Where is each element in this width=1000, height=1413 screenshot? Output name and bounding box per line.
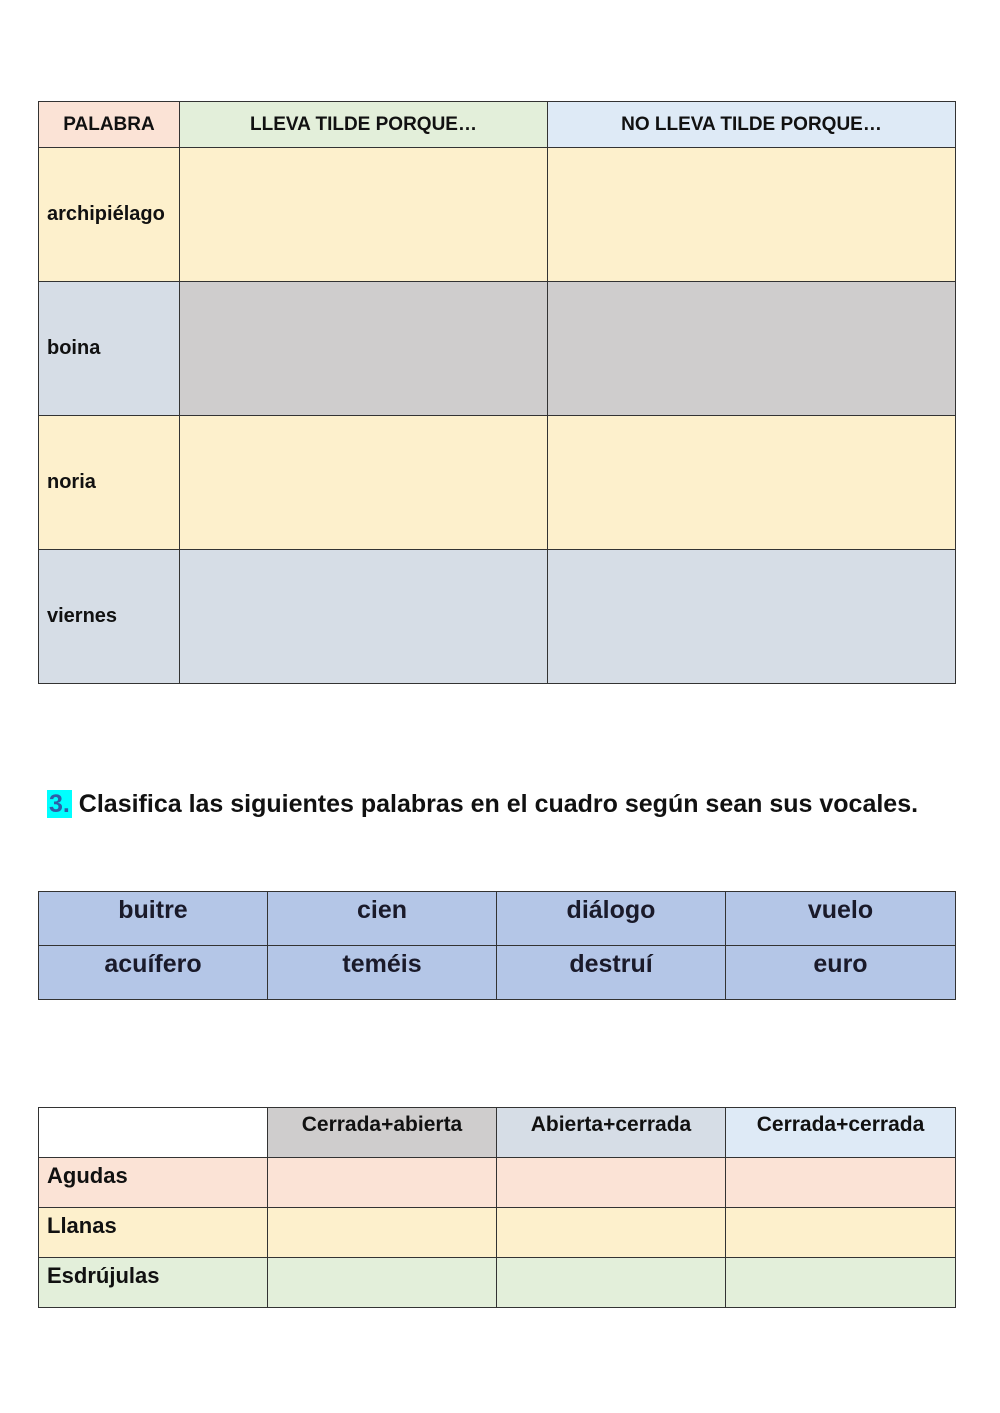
header-cerrada-abierta: Cerrada+abierta	[268, 1108, 497, 1158]
corner-cell	[39, 1108, 268, 1158]
classification-table	[38, 1107, 956, 1308]
no-lleva-tilde-cell[interactable]	[548, 282, 956, 416]
table-row	[39, 282, 956, 416]
header-abierta-cerrada: Abierta+cerrada	[497, 1108, 726, 1158]
word-bank-item[interactable]: diálogo	[497, 892, 726, 946]
row-label-agudas: Agudas	[39, 1158, 268, 1208]
tilde-table	[38, 101, 956, 684]
word-bank-item[interactable]: cien	[268, 892, 497, 946]
word-bank-item[interactable]: teméis	[268, 946, 497, 1000]
lleva-tilde-cell[interactable]	[180, 550, 548, 684]
drop-cell[interactable]	[497, 1258, 726, 1308]
word-cell: boina	[39, 282, 180, 416]
drop-cell[interactable]	[497, 1208, 726, 1258]
word-bank-row	[39, 946, 956, 1000]
word-cell: noria	[39, 416, 180, 550]
instruction-heading	[47, 786, 918, 822]
tilde-table-header-row	[39, 102, 956, 148]
lleva-tilde-cell[interactable]	[180, 416, 548, 550]
header-palabra: PALABRA	[39, 102, 180, 148]
instruction-text: Clasifica las siguientes palabras en el cuadro según sean sus vocales.	[71, 790, 919, 818]
drop-cell[interactable]	[268, 1208, 497, 1258]
word-bank-item[interactable]: euro	[726, 946, 956, 1000]
word-bank-row	[39, 892, 956, 946]
drop-cell[interactable]	[726, 1208, 956, 1258]
drop-cell[interactable]	[726, 1158, 956, 1208]
drop-cell[interactable]	[497, 1158, 726, 1208]
word-bank-item[interactable]: vuelo	[726, 892, 956, 946]
classification-header-row	[39, 1108, 956, 1158]
lleva-tilde-cell[interactable]	[180, 148, 548, 282]
word-bank-table	[38, 891, 956, 1000]
word-bank-item[interactable]: acuífero	[39, 946, 268, 1000]
word-cell: viernes	[39, 550, 180, 684]
word-cell: archipiélago	[39, 148, 180, 282]
header-cerrada-cerrada: Cerrada+cerrada	[726, 1108, 956, 1158]
drop-cell[interactable]	[726, 1258, 956, 1308]
table-row	[39, 550, 956, 684]
table-row	[39, 416, 956, 550]
table-row	[39, 1258, 956, 1308]
word-bank-item[interactable]: buitre	[39, 892, 268, 946]
table-row	[39, 1208, 956, 1258]
header-lleva-tilde: LLEVA TILDE PORQUE…	[180, 102, 548, 148]
no-lleva-tilde-cell[interactable]	[548, 148, 956, 282]
drop-cell[interactable]	[268, 1258, 497, 1308]
word-bank-item[interactable]: destruí	[497, 946, 726, 1000]
no-lleva-tilde-cell[interactable]	[548, 416, 956, 550]
header-no-lleva-tilde: NO LLEVA TILDE PORQUE…	[548, 102, 956, 148]
row-label-esdrujulas: Esdrújulas	[39, 1258, 268, 1308]
instruction-number: 3.	[49, 790, 70, 818]
table-row	[39, 1158, 956, 1208]
no-lleva-tilde-cell[interactable]	[548, 550, 956, 684]
drop-cell[interactable]	[268, 1158, 497, 1208]
lleva-tilde-cell[interactable]	[180, 282, 548, 416]
table-row	[39, 148, 956, 282]
row-label-llanas: Llanas	[39, 1208, 268, 1258]
